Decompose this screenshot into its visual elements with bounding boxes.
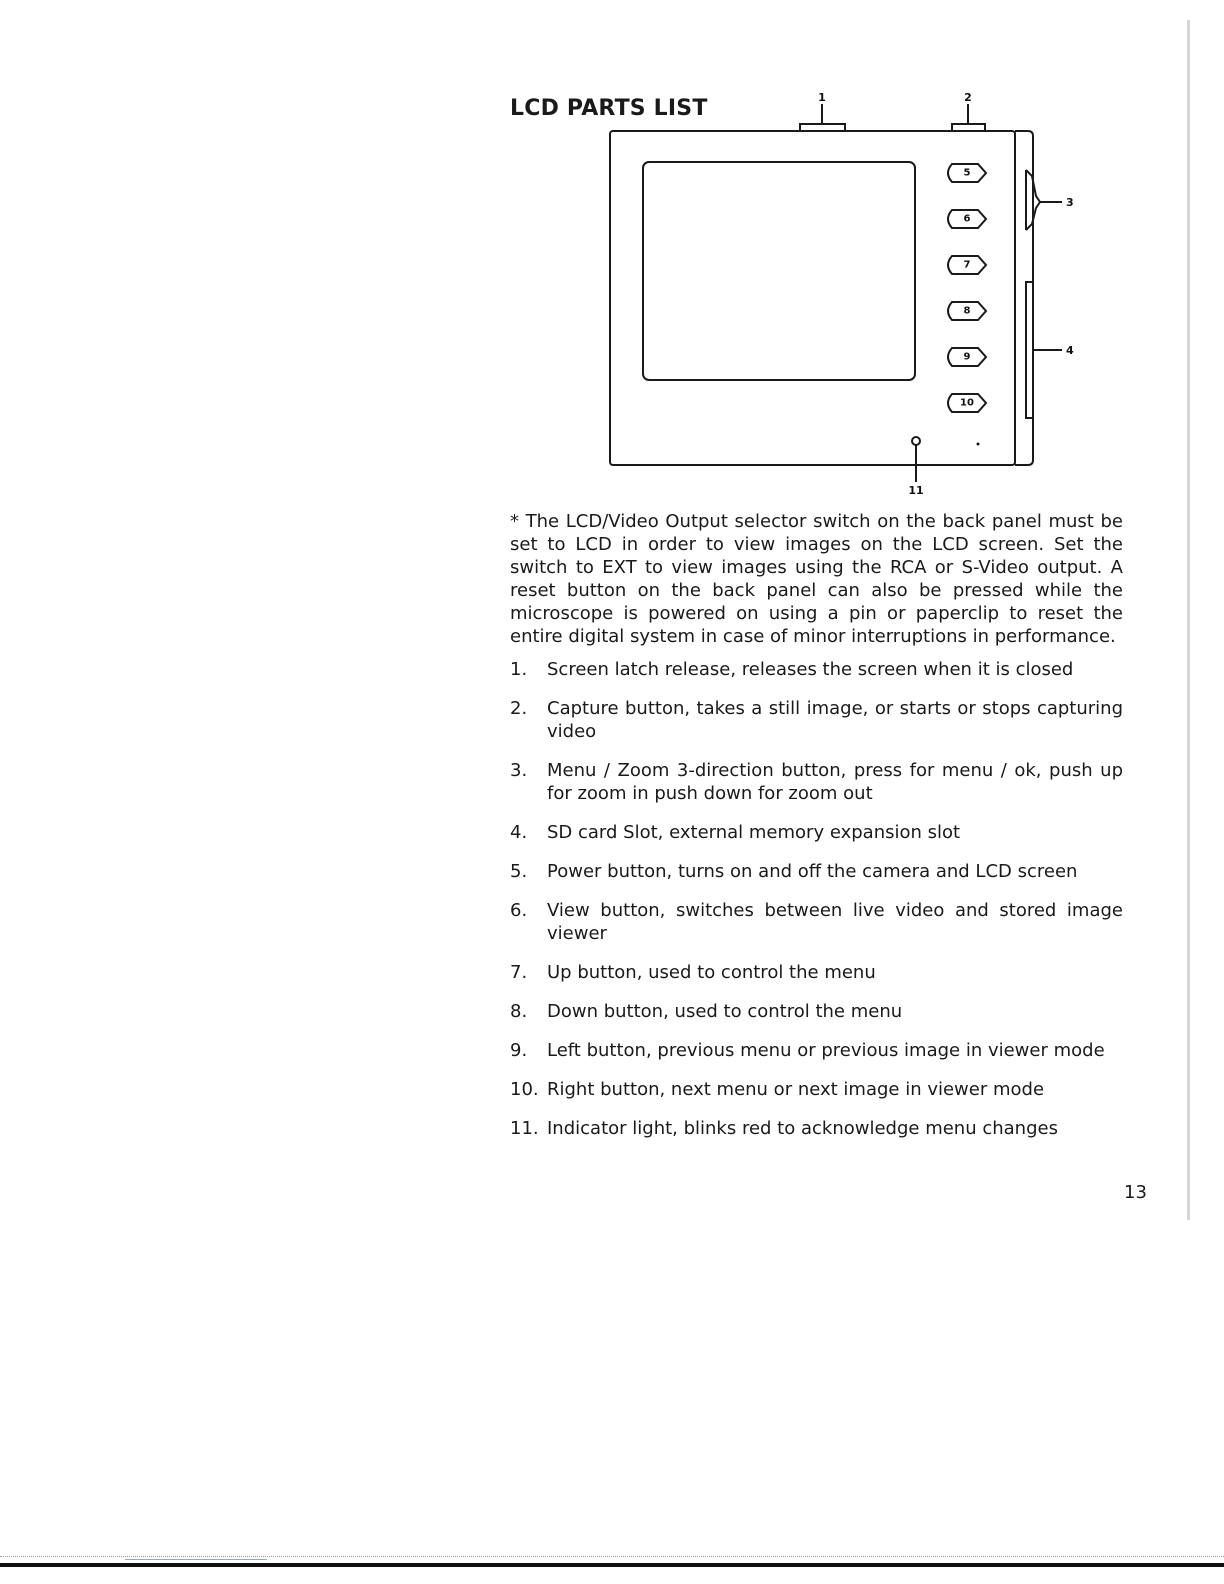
list-item <box>510 658 1123 681</box>
callout-4: 4 <box>1066 344 1074 357</box>
button-label: 7 <box>963 259 971 271</box>
parts-list <box>510 658 1123 1140</box>
item-number: 4. <box>510 822 528 843</box>
button-label: 8 <box>963 305 971 317</box>
selector-switch-note: * The LCD/Video Output selector switch on the back panel must be set to LCD in order to view images on the LCD screen. Set the switch to EXT to view images using the RCA or S-Video output. A reset button on the back panel can also be pressed while the microscope is powered on using a pin or paperclip to reset the entire digital system in case of minor interruptions in performance. <box>510 511 1123 647</box>
capture-button-tab <box>952 124 985 131</box>
lcd-diagram <box>600 84 1080 504</box>
list-item <box>510 1039 1123 1062</box>
scan-bottom-rule <box>0 1563 1224 1567</box>
list-item <box>510 1000 1123 1023</box>
item-text: Screen latch release, releases the screen when it is closed <box>547 659 1074 680</box>
device-side <box>1015 131 1033 465</box>
callout-1: 1 <box>818 91 826 104</box>
item-text: Menu / Zoom 3-direction button, press for menu / ok, push up for zoom in push down for zoom out <box>547 760 1123 804</box>
item-text: Power button, turns on and off the camera and LCD screen <box>547 861 1078 882</box>
item-number: 3. <box>510 760 528 781</box>
button-label: 6 <box>963 213 971 225</box>
item-number: 11. <box>510 1118 539 1139</box>
indicator-light <box>912 437 920 445</box>
scan-bottom-dotted-line <box>0 1556 1224 1557</box>
list-item <box>510 759 1123 805</box>
list-item <box>510 860 1123 883</box>
item-text: Left button, previous menu or previous image in viewer mode <box>547 1040 1105 1061</box>
sd-card-slot <box>1026 282 1033 418</box>
list-item <box>510 961 1123 984</box>
item-number: 7. <box>510 962 528 983</box>
list-item <box>510 697 1123 743</box>
list-item <box>510 1117 1123 1140</box>
list-item <box>510 1078 1123 1101</box>
item-text: Up button, used to control the menu <box>547 962 876 983</box>
scan-edge-line <box>1187 20 1190 1220</box>
item-number: 5. <box>510 861 528 882</box>
item-number: 2. <box>510 698 528 719</box>
item-number: 6. <box>510 900 528 921</box>
item-text: Indicator light, blinks red to acknowledge menu changes <box>547 1118 1058 1139</box>
list-item <box>510 821 1123 844</box>
lcd-screen <box>643 162 915 380</box>
section-heading: LCD PARTS LIST <box>510 96 708 121</box>
page-number: 13 <box>1124 1182 1147 1203</box>
callout-2: 2 <box>964 91 972 104</box>
list-item <box>510 899 1123 945</box>
latch-release-tab <box>800 124 845 131</box>
button-label: 10 <box>960 397 974 409</box>
callout-3: 3 <box>1066 196 1074 209</box>
item-text: View button, switches between live video and stored image viewer <box>547 900 1123 944</box>
item-number: 1. <box>510 659 528 680</box>
item-text: Capture button, takes a still image, or starts or stops capturing video <box>547 698 1123 742</box>
button-label: 5 <box>963 167 971 179</box>
item-number: 8. <box>510 1001 528 1022</box>
item-text: SD card Slot, external memory expansion slot <box>547 822 961 843</box>
callout-11: 11 <box>908 484 924 497</box>
item-text: Right button, next menu or next image in viewer mode <box>547 1079 1045 1100</box>
item-text: Down button, used to control the menu <box>547 1001 903 1022</box>
button-label: 9 <box>963 351 971 363</box>
item-number: 9. <box>510 1040 528 1061</box>
scan-bottom-blue-line <box>125 1559 267 1560</box>
item-number: 10. <box>510 1079 539 1100</box>
